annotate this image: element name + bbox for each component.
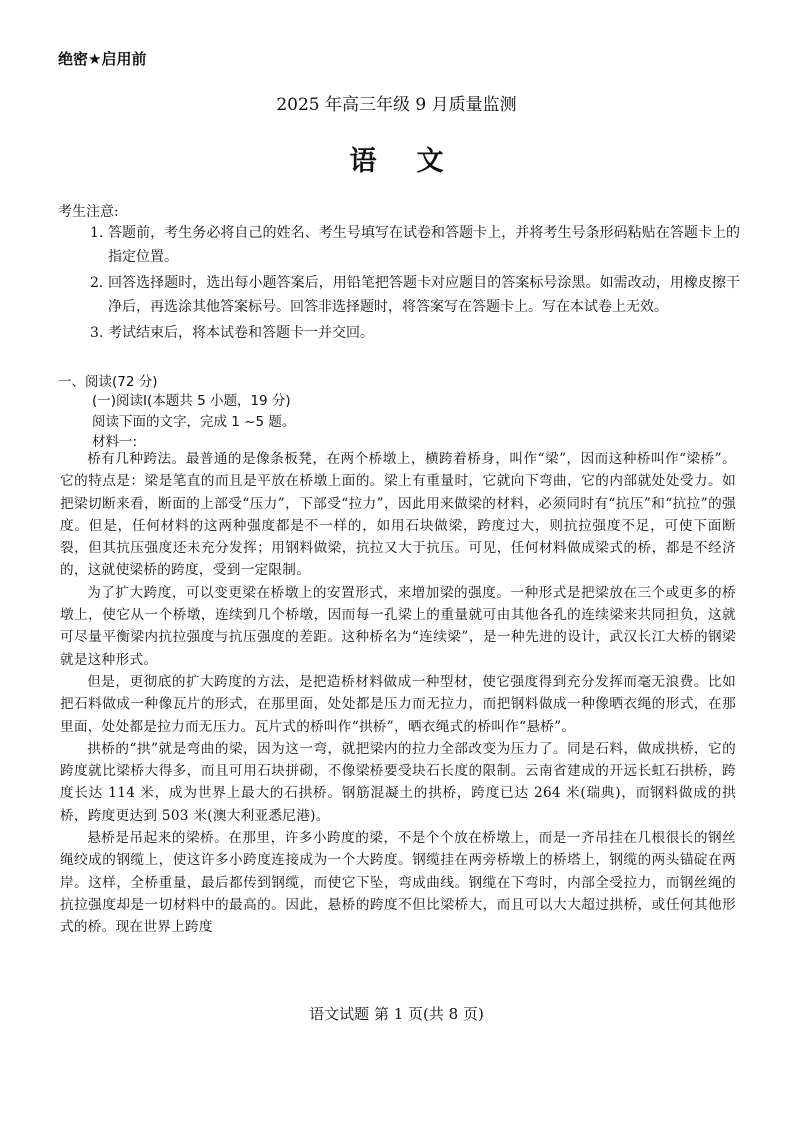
material-label: 材料一: [92,434,138,450]
subject-title: 语文 [349,146,484,177]
note-number: 3. [90,325,104,341]
note-item [90,322,740,346]
confidential-label: 绝密★启用前 [58,50,147,68]
notes-heading: 考生注意: [58,204,119,220]
passage-body [60,448,736,939]
reading-instruction: 阅读下面的文字，完成 1 ~5 题。 [92,414,296,430]
exam-title: 2025 年高三年级 9 月质量监测 [276,95,517,115]
passage-paragraph: 为了扩大跨度，可以变更梁在桥墩上的安置形式，来增加梁的强度。一种形式是把梁放在三个或更多的桥墩上，使它从一个桥墩，连续到几个桥墩，因而每一孔梁上的重量就可由其他各孔的连续梁来共同担负，这就可尽量平衡梁内抗拉强度与抗压强度的差距。这种桥名为“连续梁”，是一种先进的设计，武汉长江大桥的钢梁就是这种形式。 [60,584,736,668]
section-heading: 一、阅读(72 分) [58,374,158,390]
note-item [90,222,740,269]
note-text: 回答选择题时，选出每小题答案后，用铅笔把答题卡对应题目的答案标号涂黑。如需改动，用橡皮擦干净后，再选涂其他答案标号。回答非选择题时，将答案写在答题卡上。写在本试卷上无效。 [108,275,740,315]
note-number: 1. [90,225,104,241]
passage-paragraph: 桥有几种跨法。最普通的是像条板凳，在两个桥墩上，横跨着桥身，叫作“梁”，因而这种桥叫作“梁桥”。它的特点是：梁是笔直的而且是平放在桥墩上面的。梁上有重量时，它就向下弯曲，它的内部就处处受力。如把梁切断来看，断面的上部受“压力”，下部受“拉力”，因此用来做梁的材料，必须同时有“抗压”和“抗拉”的强度。但是，任何材料的这两种强度都是不一样的，如用石块做梁，跨度过大，则抗拉强度不足，可使下面断裂，但其抗压强度还未充分发挥；用钢料做梁，抗拉又大于抗压。可见，任何材料做成梁式的桥，都是不经济的，这就使梁桥的跨度，受到一定限制。 [60,451,736,579]
notes-list [90,222,740,349]
passage-paragraph: 但是，更彻底的扩大跨度的方法，是把造桥材料做成一种型材，使它强度得到充分发挥而毫无浪费。比如把石料做成一种像瓦片的形式，在那里面，处处都是压力而无拉力，而把钢料做成一种像晒衣绳的形式，在那里面，处处都是拉力而无压力。瓦片式的桥叫作“拱桥”，晒衣绳式的桥叫作“悬桥”。 [60,673,736,735]
note-item [90,272,740,319]
note-text: 答题前，考生务必将自己的姓名、考生号填写在试卷和答题卡上，并将考生号条形码粘贴在答题卡上的指定位置。 [108,225,740,265]
passage-paragraph: 悬桥是吊起来的梁桥。在那里，许多小跨度的梁，不是个个放在桥墩上，而是一齐吊挂在几根很长的钢丝绳绞成的钢缆上，使这许多小跨度连接成为一个大跨度。钢缆挂在两旁桥墩上的桥塔上，钢缆的两头锚碇在两岸。这样，全桥重量，最后都传到钢缆，而使它下坠，弯成曲线。钢缆在下弯时，内部全受拉力，而钢丝绳的抗拉强度却是一切材料中的最高的。因此，悬桥的跨度不但比梁桥大，而且可以大大超过拱桥，或任何其他形式的桥。现在世界上跨度 [60,830,736,936]
note-number: 2. [90,275,104,291]
page-footer: 语文试题 第 1 页(共 8 页) [309,1005,484,1023]
passage-paragraph: 拱桥的“拱”就是弯曲的梁，因为这一弯，就把梁内的拉力全部改变为压力了。同是石料，做成拱桥，它的跨度就比梁桥大得多，而且可用石块拼砌，不像梁桥要受块石长度的限制。云南省建成的开远长虹石拱桥，跨度长达 114 米，成为世界上最大的石拱桥。钢筋混凝土的拱桥，跨度已达 264 米(瑞典)，而钢料做成的拱桥，跨度更达到 503 米(澳大利亚悉尼港)。 [60,740,736,824]
note-text: 考试结束后，将本试卷和答题卡一并交回。 [108,325,374,341]
subsection-heading: (一)阅读Ⅰ(本题共 5 小题，19 分) [92,393,291,409]
